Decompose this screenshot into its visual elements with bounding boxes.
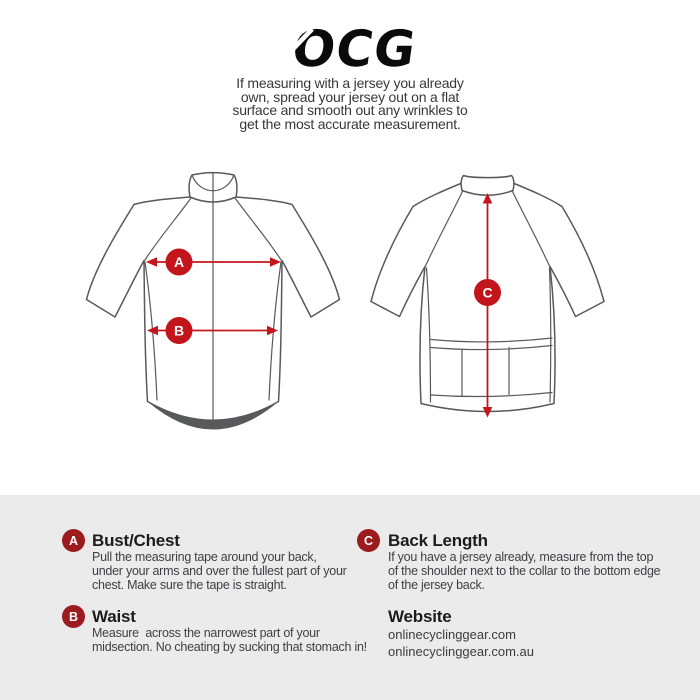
- ocg-logo-text: OCG: [288, 19, 421, 78]
- desc-line: midsection. No cheating by sucking that stomach in!: [92, 640, 367, 654]
- legend-title-bust-chest: Bust/Chest: [92, 531, 180, 550]
- desc-line: chest. Make sure the tape is straight.: [92, 578, 287, 592]
- desc-line: of the jersey back.: [388, 578, 485, 592]
- legend-title-waist: Waist: [92, 607, 136, 626]
- legend-panel: [0, 495, 700, 700]
- desc-line: of the shoulder next to the collar to the bottom edge: [388, 564, 661, 578]
- legend-desc-bust-chest: [92, 550, 347, 592]
- legend-marker-c: C: [357, 529, 380, 552]
- legend-desc-waist: [92, 626, 367, 654]
- website-url: onlinecyclinggear.com.au: [388, 644, 534, 659]
- jersey-front-view: [87, 173, 340, 430]
- intro-line: surface and smooth out any wrinkles to: [232, 102, 468, 118]
- legend-desc-back-length: [388, 550, 660, 592]
- legend-title-back-length: Back Length: [388, 531, 488, 550]
- jersey-back-view: [371, 176, 604, 418]
- website-urls: [388, 626, 534, 660]
- arrowhead-down: [483, 407, 493, 418]
- desc-line: Measure across the narrowest part of your: [92, 626, 320, 640]
- desc-line: If you have a jersey already, measure from the top: [388, 550, 654, 564]
- marker-a-label: A: [173, 254, 185, 270]
- legend-marker-a: A: [62, 529, 85, 552]
- intro-line: If measuring with a jersey you already: [236, 75, 464, 91]
- website-heading: Website: [388, 607, 452, 626]
- intro-line: get the most accurate measurement.: [239, 115, 461, 132]
- legend-marker-b: B: [62, 605, 85, 628]
- desc-line: under your arms and over the fullest part of your: [92, 564, 347, 578]
- desc-line: Pull the measuring tape around your back,: [92, 550, 317, 564]
- intro-line: own, spread your jersey out on a flat: [240, 88, 460, 105]
- website-url: onlinecyclinggear.com: [388, 627, 516, 642]
- marker-c-label: C: [482, 284, 493, 301]
- back-collar: [461, 176, 514, 196]
- marker-b-label: B: [173, 322, 185, 339]
